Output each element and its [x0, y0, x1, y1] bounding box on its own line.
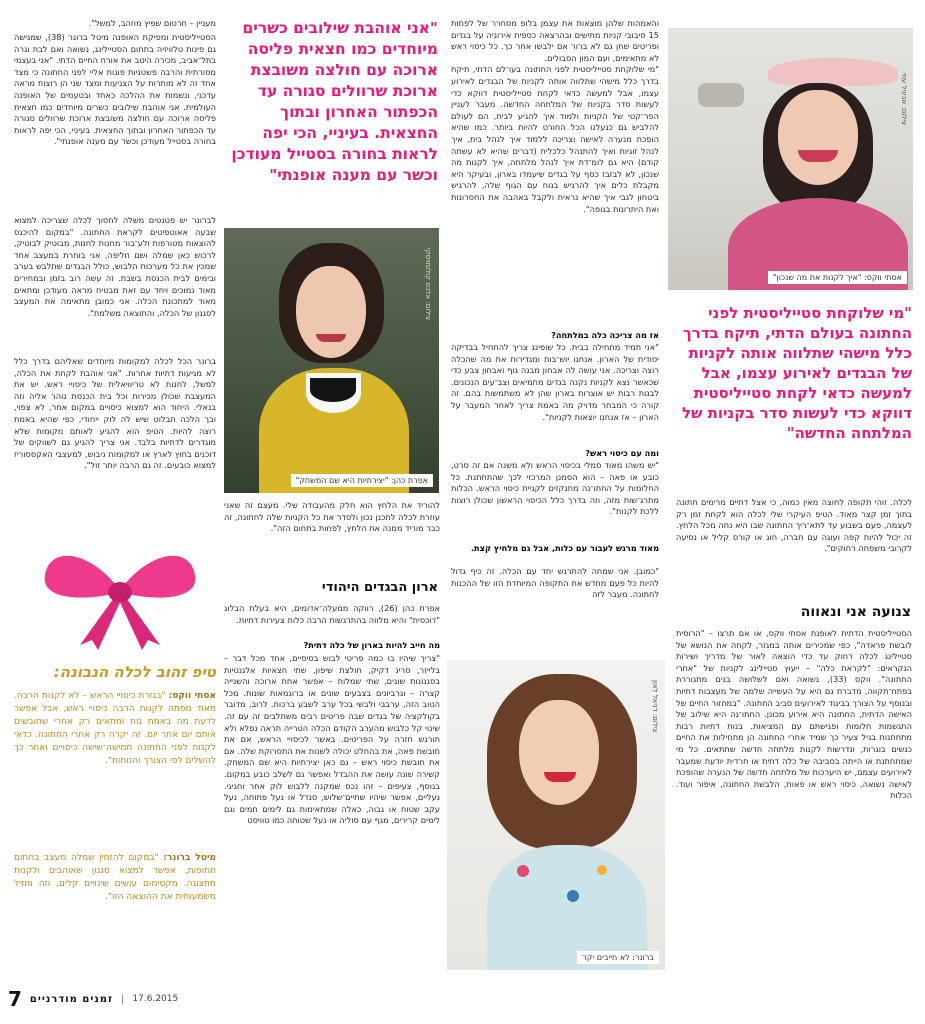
- section-heading: ארון הבגדים היהודי: [321, 580, 438, 595]
- photo-credit: צילום: אביגיל עוזי: [900, 73, 908, 126]
- tip-title: טיפ זהוב לכלה הנבונה:: [53, 663, 216, 681]
- tip-author: אסתי ווקס:: [168, 691, 216, 701]
- pull-quote: "אני אוהבת שילובים כשרים מיוחדים כמו חצאית פליסה ארוכה עם חולצה משובצת ארוכת שרוולים סגורה עד הכפתור האחרון ובתוך החצאית. בעיניי, הכי יפה לראות בחורה בסטייל מעודכן וכשר עם מענה אופנתי": [231, 19, 438, 184]
- photo-esti-vaks: [668, 28, 913, 290]
- article-text: להוריד את הלחץ הוא חלק מהעבודה שלי. מעצם זה שאני עוזרת לכלה לתכנן נכון ולסדר את כל הקניות שלה לחתונה, זה כבר מוריד ממנה את הלחץ, לפחות בתחום הזה".: [224, 500, 440, 534]
- subheading: אז מה צריכה כלה במלתחה?: [551, 330, 659, 340]
- bow-icon: [30, 540, 210, 652]
- subheading: ומה עם כיסוי ראש?: [585, 448, 659, 458]
- subheading: מה חייב להיות בארון של כלה דתית?: [303, 640, 440, 650]
- article-text: הסטייליסטית ומפיקת האופנה מיטל ברונר (38), שמגישה גם פינות טלוויזיה בתחום הסטיילינג, נשואה ואם לבת וגרה בתל־אביב, מכירה היטב את אורח החיים הדתי. "אני בעצמי מסורתית והרבה פשטניות פונות אליי לפני החתונה כי מצד אחד זה לא מותרות על הצניעות ומצד שני הן רוצות מראה עדכני, ונשמות את ההלכה כאחד ובטעמים של האופנה העולמית. אני אוהבת שילובים כשרים מיוחדים כמו חצאית פליסה ארוכה עם חולצה משובצת ארוכת שרוולים סגורה עד הכפתור האחרון ובתוך החצאית. בעיניי, הכי יפה לראות בחורה בסטייל מעודכן וכשר עם מענה אופנתי".: [14, 32, 216, 147]
- article-text: "יש משהו מאוד סמלי בכיסוי הראש ולא משנה אם זה סרט, כובע או פאה – הוא הסמנן המרכזי לכך שהתחתנת. כל החלומות על החתו־נה מתנקזים לקניית כיסוי הראש. הכלות מתרג־שות מזה, וזה בדרך כלל הכיסוי הראשון שכולן רוצות ללכת לקנות".: [451, 460, 659, 517]
- article-text: הסטייליסטית הדתית לאופנת אסתי ווקס, או אם תרצו – "הרוסית לובשת פראדה", כפי שמכירים אותה במגזר, לקחה את הנושא של סטיילינג לכלה רחוק עד כדי הוצאה לאור של מדריך ושירות הנקראים: "לקראת כלה" – ייעוץ סטיילינג לקניות של "אחרי החתונה". ווקס (33), נשואה ואם לשלושה בנים מתגוררת בפתח־תקווה, מדברת גם היא על העשייה שלמה של מעצבות דתיות ובנוסף על הצורך בביגוד לאירועים סביב החתונה. "במחזור החיים של האישה הדתית, החתונה היא אירוע מכונן. החתו־נה היא שילוב של התגשמות חלומות ופגישתם עם המציאות. בנות דתיות רבות מתחתנות בגיל צעיר כך שמיד אחרי החתונה הן מתחילות את החיים כנשים בוגרות, ונדרשות לקנות מלתחה חדשה שתתאים. כל מי שמתחתנת או הייתה בסביבה של כלה דתית או חרדית יודעת שמעבר לאירועים עצמם, יש היערכות של מלתחה חדשה של הנערה שהופכת לאישה נשואה, כיסוי ראש או פאות, הלבשת החתונה, איפור ועוד. הכלות: [676, 628, 912, 801]
- section-name: זמנים מודרניים: [29, 993, 114, 1005]
- tip-text: "בגזרת כיסויי הראש – לא לקנות הרבה. מאוד מפתה לקנות הרבה כיסויי ראש, אבל אפשר לדעת מה באמת נוח ומתאים רק אחרי שחובשים אותם יום אחר יום. זה יקרה רק אחרי החתונה. כדאי לקנות לפני החתונה חמישה־שישה כיסויים ואחר כך להשלים לפי הצורך והנוחות".: [14, 691, 216, 766]
- page-number: 7: [8, 987, 22, 1011]
- article-text: מעניין – חרטום שפיץ מוזהב, למשל".: [88, 18, 216, 28]
- tip-box: [14, 690, 216, 768]
- article-text: אפרת כהן (26), רווקה ממעלה־אדומים, היא בעלת הבלוג "דוכסית" והיא מלווה בהתרגשות הרבה כלות צעירות דתיות.: [224, 603, 440, 625]
- article-text: "צריך שיהיו בו כמה פריטי לבוש בסיסיים, אחד מכל דבר – בלייזר, סריג דקיק, חולצת שיפון, שתי חצאיות אלגנטיות בסגנונות שונים, שתי שמלות – אפשר אחת ארוכה והשנייה קצרה – וגרביונים בצבעים שונים או ברוגמאות שונות. מכל הטוב הזה, ערבבי ולבשי בכל ערב לשבע ברכות. לרוב, מדובר בקולקציה של בגדים שבה פריטים רבים משתלבים זה עם זה. שינוי קל כלבוש מהערב הקודם הכלה הטרייה תראה נפלא ולא תורגש חזרה על הפריטים. באשר לכיסויי הראש, אם את חובשת פאה, את בהחלט יכולה לשנות את התסרוקת שלה. אם את חובשת כיסוי ראש – גם כאן יצירתיות היא שם המשחק. קשירה שונה עושה את ההבדל ואפשר גם לשלב כובע במקום. בנוסף, צעיפים – זהו נכס שמקנה ללבוש לוק אחר וחגיגי. נעליים, אפשר שיהיו שתיים־שלוש, סנדל או נעל פתוחה, נעל עקב שטוח או גבוה, כאלה שמתאימות גם לימים חמים וגם לימים קרירים, מגף עם סוליה או נעל שטוחה כמו טוויסט: [224, 653, 440, 826]
- subheading: מאוד מרגש לעבור עם כלות, אבל גם מלחיץ קצת.: [470, 543, 659, 553]
- photo-efrat-cohen: [224, 228, 439, 493]
- article-text: "אני תמיד מתחילה בבית. כל שופינג צריך להתחיל בבדיקה יסודית של הארון. אנחנו יוש־בות ומגדירות את מה שהכלה רוצה וצריכה. אני עושה לה אבחון מבנה גוף ואבחון צבע כדי שכאשר נצא לקניות נקנה בגדים מחמיאים וצב־עים הנכונים. לבנות רבות יש אוצרות בארון שהן לא משתמשות בהם. זה קורה כי המבחר מדויק מה באמת צריך לאחר המעבר על הארון – אז אנחנו יוצאות לקניות".: [451, 342, 659, 422]
- photo-caption: ברונר: לא חייבים יקר: [577, 951, 659, 964]
- pull-quote: "מי שלוקחת סטייליסטית לפני החתונה בעולם הדתי, תיקח בדרך כלל מישהי שתלווה אותה לקניות של הבגדים לאירוע עצמו, אבל למעשה כדאי לקחת סטייליסטית דווקא כדי לעשות סדר בקניות של המלתחה החדשה": [681, 304, 912, 442]
- tip-box: [14, 852, 216, 904]
- photo-caption: אפרת כהן: "יצירתיות היא שם המשחק": [291, 474, 433, 487]
- article-text: "כמובן. אני שמחה להתרגש יחד עם הכלה. זה כיף גדול להיות כל פעם מחדש את התקופה המיוחדת הזו של ההכנות לחתונה. מעבר לזה: [451, 566, 659, 600]
- photo-meital-bruner: [447, 660, 665, 970]
- issue-date: 17.6.2015: [132, 994, 179, 1004]
- article-text: לכלה. זוהי תקופה לחוצה מאין כמוה, כי אצל דתיים מרימים חתונה בתוך זמן קצר מאוד. הטיפ העיקרי שלי לכלה הוא לקחת זמן רק לעצמה, פעם בשבוע עד לתא־ריך החתונה שבו היא נחה מכל הלחץ. זה יכול להיות קפה ועוגה עם חברה, חוג או קורס קליל או נסיעה לקרובי משפחה רחוקים".: [676, 497, 912, 554]
- section-heading: צנועה אני ונאווה: [800, 604, 911, 620]
- tip-author: מיטל ברונר:: [163, 853, 216, 863]
- photo-caption: אסתי ווקס: "איך לקנות את מה שנכון": [768, 271, 907, 284]
- divider: |: [121, 993, 125, 1005]
- article-text: ברונר הכל לכלה למקומות מיוחדים שאליהם בדרך כלל לא מגיעות דתיות אחרות. "אני אוהבת לקחת את הכלה, למשל, לחנות לא טריוויאלית של כיסויי ראש. יש את המעצבת שכולן מכירות וכל בית הכנסת נוהר אליה וזה בנאלי. היחוד הוא למצוא כיסויים במקום אחר, לא צפוי, ובך הלכה תבלוט שיש לה לוק ייחודי, כפי שהיא באמת רוצה להיות. הטיפ הוא להגיע לאותם מקומות שלא מוגדרים לדתיות בלבד. אני צריך להגיע גם לשווקים של דוכנים בחוץ לארץ או למקומות גיבוש, למעצבי האקססוריז למצוא כובעים. זה גם הרבה יותר זול".: [14, 356, 216, 471]
- footer: [8, 988, 178, 1010]
- photo-credit: צילום: דניאל לאון: [651, 680, 659, 733]
- article-text: והאמהות שלהן מוצאות את עצמן בלופ מסחרר של לפחות 15 סיבובי קניות מתישים ובהרצאה כספית אירוניה על בגדים ופריטים שחן גם לא ברור אם ילבשו אחר כך. כל כיסוי ראש לא מתאימים, ועם המון הסבולים. "מי שלוקחת סטייליסטית לפני החתונה בעו־לם הדתי, תיקח בדרך כלל מישהי שתלווה אותה לקניות של הבגדים לאירוע עצמו, אבל למעשה כדאי לקחת סטייליסטית דווקא כדי לעשות סדר בקניות של המלתחה החדשה. מעבר לעניין הפר־קטי של הקניות ולמוד איך להגיע לבית, הם לעולם להלביש גם כנעלנו הכל החורט להיות ביותר. כמו שהיא הופכת מנערה לאישה וצריכה ללמוד איך לנהל בית, איך לנהל זוגיות ואיך להתנהל כלכלית (דברים שהיא לא עשתה קודם) היא גם לומ־דת איך לנהל מלתחה, איך לקנות מה שנכון, לא לבזבז כסף על בגדים שיעמדו בארון, ובעיקר היא מקבלת כלים איך להרגיש בנוח עם הגוף שלה, להרגיש ביטחון לגבי איך שהיא נראית ולקבל באהבה את החסרונות ואת היתרונות בגופה".: [451, 18, 659, 214]
- article-text: לברונר יש פטנטים משלה לחסוך לכלה שצריכה למצוא שבעה אאוטפיטים לקראת החתונה. "במקום להיכנס להוצאות מטורפות ולע־בור מחנות לחנות, מבוטיק לבוטיק, לרכוש כאן שמלה ושם חליפה, אני בוחרת במעצב אחד שמכין את כל מערכות הלבוש, כולל הבגדים שתלבש בערב ובימים לבית הכנסת בשבת. זה עשה רוב בזמן ובמחירים מאוד נמוכים ויחד עם זאת מבטיח מראה מעודכן ומתאים מאוד למתכונת הכלה. אני כמובן מתאימה את המעצב לסגנון של הכלה, והתוצאה משלמת".: [14, 215, 216, 318]
- tip-text: "במקום להזמין שמלה מעצב בתחום תחופות, אפשר למצוא סגנון שאוהבים ולקנות מתצוגה. מקסימום עושים שינויים קלים, וזה מוזיל משמעותית את ההוצאה הזו".: [14, 853, 216, 902]
- photo-credit: צילום: אלכס קולומויסקי: [424, 248, 432, 321]
- bow-decoration: [30, 540, 210, 652]
